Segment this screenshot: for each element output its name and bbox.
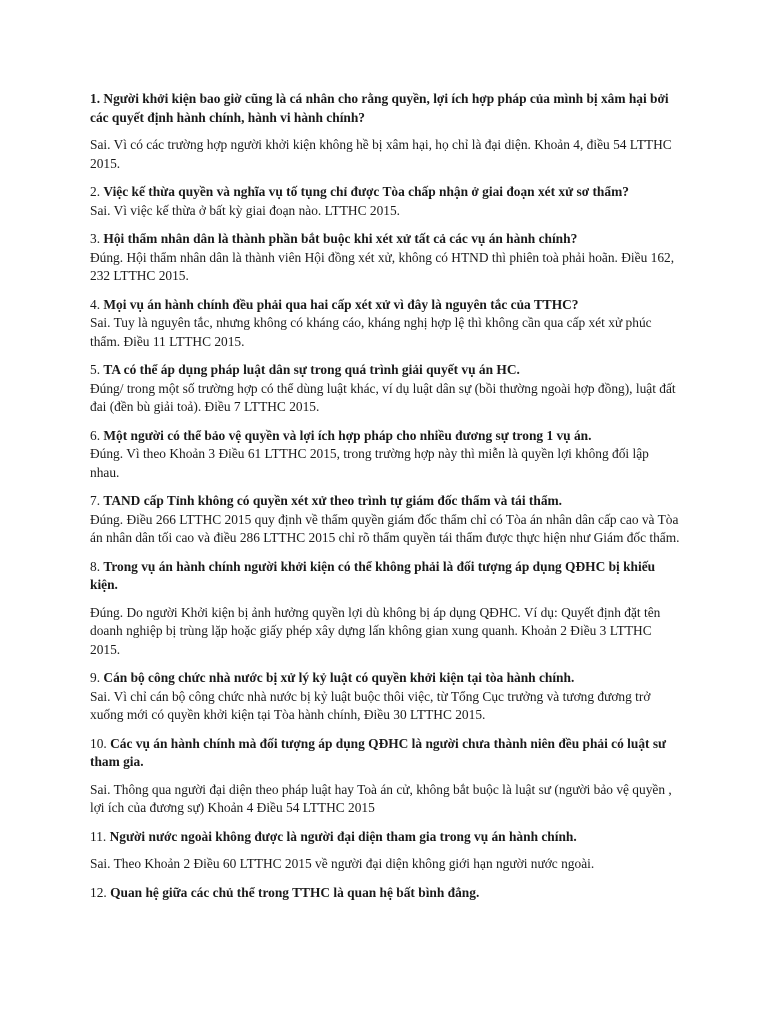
question: [90, 361, 680, 380]
answer-text: Sai. Vì việc kế thừa ở bất kỳ giai đoạn nào. LTTHC 2015.: [90, 202, 400, 218]
question-number: 3.: [90, 231, 101, 246]
answer-text: Sai. Tuy là nguyên tắc, nhưng không có kháng cáo, kháng nghị hợp lệ thì không cần qua cấp xét xử phúc thẩm. Điều 11 LTTHC 2015.: [90, 315, 652, 349]
question: [90, 669, 680, 688]
question-number: 9.: [90, 670, 101, 685]
qa-item: [90, 735, 680, 818]
question-number: 8.: [90, 558, 101, 574]
document-body: [90, 90, 680, 912]
question-text: Người khởi kiện bao giờ cũng là cá nhân cho rằng quyền, lợi ích hợp pháp của mình bị xâm hại bởi các quyết định hành chính, hành vi hành chính?: [90, 91, 669, 125]
qa-item: [90, 492, 680, 548]
qa-item: [90, 183, 680, 220]
question: [90, 735, 680, 772]
qa-item: [90, 828, 680, 874]
question-number: 10.: [90, 735, 107, 751]
answer-text: Đúng. Điều 266 LTTHC 2015 quy định về thẩm quyền giám đốc thẩm chỉ có Tòa án nhân dân cấp cao và Tòa án nhân dân tối cao và điều 286 LTTHC 2015 chỉ rõ thẩm quyền tái thẩm được thực hiện như Giám đốc thẩm.: [90, 511, 680, 545]
question-text: Quan hệ giữa các chủ thể trong TTHC là quan hệ bất bình đẳng.: [110, 884, 480, 900]
answer-text: Sai. Thông qua người đại diện theo pháp luật hay Toà án cử, không bắt buộc là luật sư (người bảo vệ quyền , lợi ích của đương sự) Khoản 4 Điều 54 LTTHC 2015: [90, 781, 672, 815]
question-number: 4.: [90, 296, 101, 312]
question: [90, 492, 680, 511]
question-text: Trong vụ án hành chính người khởi kiện có thể không phải là đối tượng áp dụng QĐHC bị khiếu kiện.: [90, 558, 656, 592]
qa-item: [90, 230, 680, 286]
answer-text: Đúng/ trong một số trường hợp có thể dùng luật khác, ví dụ luật dân sự (bồi thường ngoài hợp đồng), luật đất đai (đền bù giải toả). Điều 7 LTTHC 2015.: [90, 380, 676, 414]
question-number: 11.: [90, 828, 107, 844]
qa-item: [90, 427, 680, 483]
qa-item: [90, 90, 680, 173]
question: [90, 884, 680, 903]
question: [90, 230, 680, 249]
answer-text: Đúng. Do người Khởi kiện bị ảnh hưởng quyền lợi dù không bị áp dụng QĐHC. Ví dụ: Quyết định đặt tên doanh nghiệp bị trùng lặp hoặc giấy phép xây dựng lấn không gian xung quanh. Khoản 2 Điều 3 LTTHC 2015.: [90, 604, 661, 657]
answer-text: Đúng. Hội thẩm nhân dân là thành viên Hội đồng xét xử, không có HTND thì phiên toà phải hoãn. Điều 162, 232 LTTHC 2015.: [90, 249, 675, 283]
qa-item: [90, 296, 680, 352]
question: [90, 427, 680, 446]
question-text: Các vụ án hành chính mà đối tượng áp dụng QĐHC là người chưa thành niên đều phải có luật sư tham gia.: [90, 735, 667, 769]
question-number: 5.: [90, 362, 101, 377]
question-number: 6.: [90, 427, 101, 443]
qa-item: [90, 884, 680, 903]
question-text: Người nước ngoài không được là người đại diện tham gia trong vụ án hành chính.: [109, 828, 577, 844]
question-number: 1.: [90, 91, 101, 106]
answer-text: Sai. Vì có các trường hợp người khởi kiện không hề bị xâm hại, họ chỉ là đại diện. Khoản 4, điều 54 LTTHC 2015.: [90, 137, 672, 171]
qa-item: [90, 669, 680, 725]
question-text: Hội thẩm nhân dân là thành phần bắt buộc khi xét xử tất cả các vụ án hành chính?: [103, 231, 578, 246]
answer-text: Sai. Theo Khoản 2 Điều 60 LTTHC 2015 về người đại diện không giới hạn người nước ngoài.: [90, 856, 595, 871]
question: [90, 183, 680, 202]
qa-item: [90, 558, 680, 660]
question: [90, 558, 680, 595]
question-text: Mọi vụ án hành chính đều phải qua hai cấp xét xử vì đây là nguyên tắc của TTHC?: [103, 296, 579, 312]
question-text: TA có thể áp dụng pháp luật dân sự trong quá trình giải quyết vụ án HC.: [103, 362, 520, 377]
question-text: Một người có thể bảo vệ quyền và lợi ích hợp pháp cho nhiều đương sự trong 1 vụ án.: [103, 427, 592, 443]
question-number: 7.: [90, 493, 101, 508]
question: [90, 90, 680, 127]
answer-text: Đúng. Vì theo Khoản 3 Điều 61 LTTHC 2015, trong trường hợp này thì miễn là quyền lợi không đối lập nhau.: [90, 446, 649, 480]
question-number: 12.: [90, 884, 107, 900]
answer-text: Sai. Vì chỉ cán bộ công chức nhà nước bị kỷ luật buộc thôi việc, từ Tổng Cục trưởng và tương đương trở xuống mới có quyền khởi kiện tại Tòa hành chính, Điều 30 LTTHC 2015.: [90, 688, 651, 722]
qa-item: [90, 361, 680, 417]
question-text: Cán bộ công chức nhà nước bị xử lý kỷ luật có quyền khởi kiện tại tòa hành chính.: [103, 670, 575, 685]
question-number: 2.: [90, 184, 101, 199]
question-text: Việc kế thừa quyền và nghĩa vụ tố tụng chỉ được Tòa chấp nhận ở giai đoạn xét xử sơ thẩm?: [103, 184, 629, 199]
question-text: TAND cấp Tỉnh không có quyền xét xử theo trình tự giám đốc thẩm và tái thẩm.: [103, 493, 563, 508]
question: [90, 828, 680, 847]
question: [90, 296, 680, 315]
